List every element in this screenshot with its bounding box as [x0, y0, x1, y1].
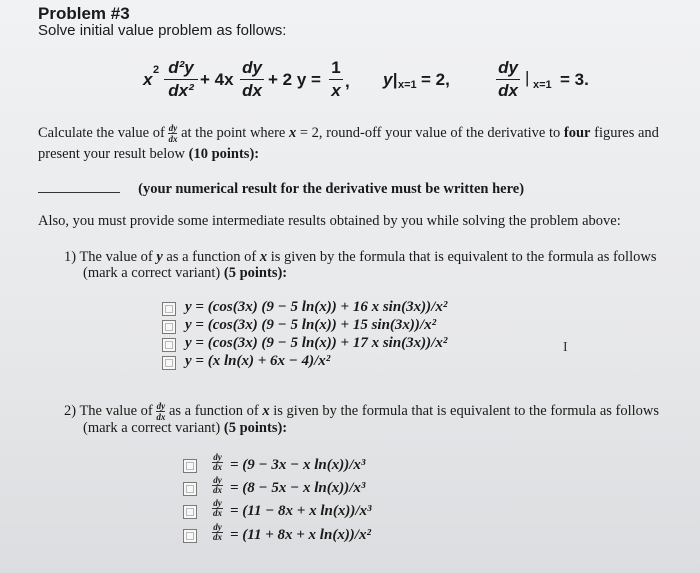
eq-x: x: [143, 70, 153, 89]
ic2-derivative: dy dx: [496, 58, 520, 101]
q1-option-3-checkbox[interactable]: [162, 338, 176, 352]
ic1-value: = 2,: [421, 70, 450, 89]
q2-option-2-dydx: dy dx: [213, 475, 222, 495]
q1-option-4-checkbox[interactable]: [162, 356, 176, 370]
q1-option-4-text: y = (x ln(x) + 6x − 4)/x²: [185, 353, 331, 369]
q1-line-2: (mark a correct variant) (5 points):: [83, 265, 288, 281]
eq-second-derivative: d²y dx²: [164, 58, 198, 101]
q1-line-1: 1) The value of y as a function of x is given by the formula that is equivalent to the formula as follows: [64, 249, 657, 265]
q2-option-1-checkbox[interactable]: [183, 459, 197, 473]
eq-term-2y: + 2 y =: [268, 70, 321, 89]
q2-option-1-text: = (9 − 3x − x ln(x))/x³: [230, 457, 366, 473]
text-cursor-icon: I: [563, 340, 568, 355]
q2-line-2: (mark a correct variant) (5 points):: [83, 420, 288, 436]
eq-x-exponent: 2: [153, 64, 160, 76]
q2-option-3-checkbox[interactable]: [183, 505, 197, 519]
q2-option-1-dydx: dy dx: [213, 452, 222, 472]
task-line-1: Calculate the value of $\frac{dy}{dx}$ at the point where x = 2, round-off your value of the derivative to four figures and: [38, 123, 659, 144]
task-line-2: present your result below (10 points):: [38, 146, 260, 162]
ic2-value: = 3.: [560, 70, 589, 89]
q1-option-2-checkbox[interactable]: [162, 320, 176, 334]
problem-title: Problem #3: [38, 4, 130, 23]
ic1-y: y|: [383, 70, 398, 89]
q2-option-4-checkbox[interactable]: [183, 529, 197, 543]
answer-row: [38, 181, 524, 198]
eq-rhs: 1 x: [329, 58, 343, 101]
q2-option-2-checkbox[interactable]: [183, 482, 197, 496]
task-dydx: $\frac{dy}{dx}$: [168, 123, 178, 144]
q2-option-4-text: = (11 + 8x + x ln(x))/x²: [230, 527, 371, 543]
eq-first-derivative: dy dx: [240, 58, 264, 101]
q1-option-2-text: y = (cos(3x) (9 − 5 ln(x)) + 15 sin(3x))/x²: [185, 317, 437, 333]
q2-option-2-text: = (8 − 5x − x ln(x))/x³: [230, 480, 366, 496]
also-text: Also, you must provide some intermediate results obtained by you while solving the problem above:: [38, 213, 621, 229]
eq-term-4x: + 4x: [200, 70, 234, 89]
q2-dydx: $\frac{dy}{dx}$: [156, 401, 166, 422]
q2-option-3-text: = (11 − 8x + x ln(x))/x³: [230, 503, 372, 519]
ic1-subscript: x=1: [398, 79, 417, 91]
q1-option-3-text: y = (cos(3x) (9 − 5 ln(x)) + 17 x sin(3x))/x²: [185, 335, 448, 351]
q1-option-1-checkbox[interactable]: [162, 302, 176, 316]
eq-comma: ,: [345, 72, 350, 91]
problem-intro: Solve initial value problem as follows:: [38, 22, 287, 39]
q2-line-1: 2) The value of $\frac{dy}{dx}$ as a function of x is given by the formula that is equivalent to the formula as follows: [64, 401, 660, 422]
q2-option-3-dydx: dy dx: [213, 498, 222, 518]
answer-blank[interactable]: [38, 192, 120, 193]
answer-instruction: (your numerical result for the derivative must be written here): [138, 181, 525, 197]
ic2-subscript: x=1: [533, 79, 552, 91]
q1-option-1-text: y = (cos(3x) (9 − 5 ln(x)) + 16 x sin(3x))/x²: [185, 299, 448, 315]
q2-option-4-dydx: dy dx: [213, 522, 222, 542]
ic2-bar: |: [525, 68, 530, 87]
